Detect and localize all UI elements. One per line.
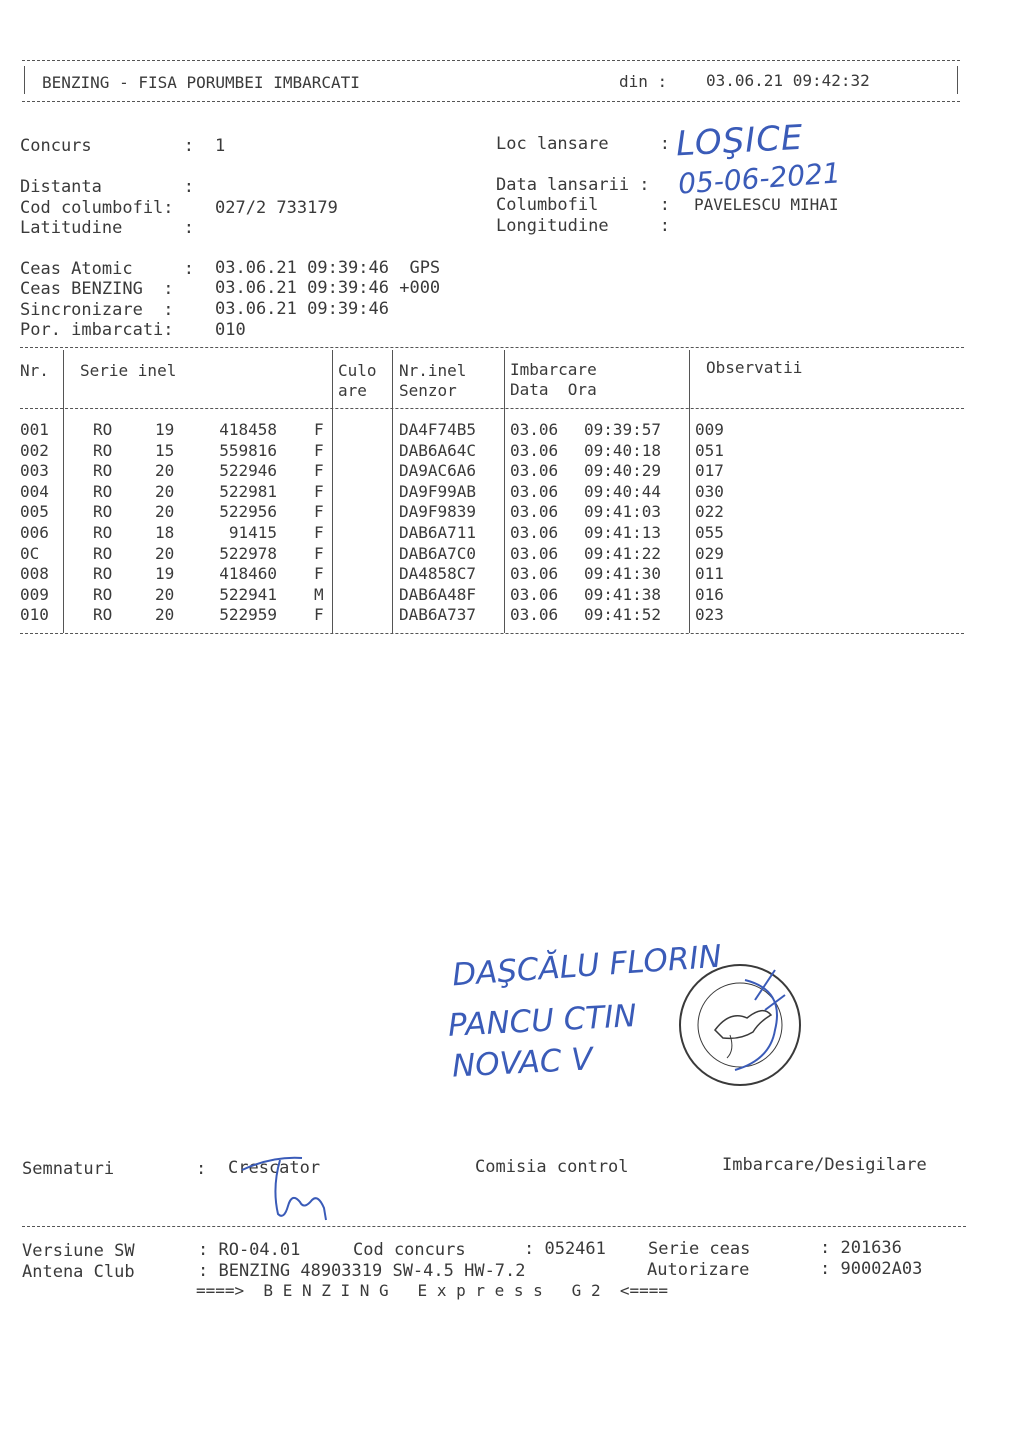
- cell-ora: 09:40:44: [584, 481, 662, 501]
- cell-ora: 09:41:30: [584, 564, 662, 584]
- latitudine-label: Latitudine :: [20, 218, 194, 238]
- din-label: din :: [619, 72, 668, 91]
- cell-senzor: DA4F74B5: [399, 420, 477, 439]
- cell-nr: 010: [20, 605, 49, 625]
- cell-obs: 023: [695, 605, 724, 625]
- cell-an: 19: [155, 564, 175, 584]
- cell-sex: F: [314, 502, 324, 522]
- cell-tara: RO: [93, 584, 113, 604]
- cell-tara: RO: [93, 543, 113, 563]
- col-header-nrinel-1: Nr.inel: [399, 361, 467, 380]
- cell-nr: 006: [20, 523, 49, 542]
- serie-ceas-value: : 201636: [820, 1238, 902, 1258]
- cell-inel: 522981: [219, 481, 277, 501]
- por-imbarcati-label: Por. imbarcati:: [20, 320, 174, 340]
- cell-tara: RO: [93, 523, 113, 542]
- cell-senzor: DAB6A711: [399, 523, 477, 542]
- table-row: [0, 461, 1024, 482]
- autorizare-value: : 90002A03: [820, 1259, 923, 1279]
- crescator-signature-icon: [232, 1148, 342, 1223]
- table-row: [0, 585, 1024, 606]
- cell-an: 20: [155, 543, 175, 563]
- cell-inel: 418460: [219, 564, 277, 584]
- col-header-imbarcare-1: Imbarcare: [510, 360, 597, 379]
- cell-an: 20: [155, 605, 175, 625]
- cell-senzor: DAB6A48F: [399, 584, 477, 604]
- din-value: 03.06.21 09:42:32: [706, 71, 870, 90]
- cell-nr: 004: [20, 481, 49, 501]
- benzing-express-banner: ====> B E N Z I N G E x p r e s s G 2 <====: [196, 1281, 669, 1300]
- cell-inel: 91415: [228, 523, 277, 542]
- footer-rule: [22, 1226, 966, 1227]
- cell-inel: 522978: [219, 543, 277, 563]
- cell-senzor: DAB6A737: [399, 605, 477, 625]
- cell-senzor: DAB6A7C0: [399, 543, 477, 563]
- por-imbarcati-value: 010: [215, 320, 246, 340]
- cell-data: 03.06: [510, 502, 559, 522]
- cell-inel: 559816: [219, 440, 277, 460]
- cell-obs: 009: [695, 420, 724, 439]
- col-header-culoare-2: are: [338, 381, 367, 400]
- distanta-label: Distanta :: [20, 177, 194, 197]
- semnaturi-colon: :: [196, 1159, 207, 1179]
- handwritten-name-3: NOVAC V: [451, 1041, 594, 1085]
- table-row: [0, 441, 1024, 462]
- cell-inel: 522959: [219, 605, 277, 625]
- cell-an: 15: [155, 440, 175, 460]
- columbofil-label: Columbofil :: [496, 195, 670, 215]
- cod-columbofil-label: Cod columbofil:: [20, 198, 174, 218]
- col-header-observatii: Observatii: [706, 358, 803, 377]
- versiune-sw-label: Versiune SW: [22, 1241, 135, 1261]
- cell-sex: M: [314, 584, 324, 604]
- versiune-sw-value: : RO-04.01: [198, 1240, 301, 1260]
- cell-sex: F: [314, 523, 324, 542]
- cell-tara: RO: [93, 605, 113, 625]
- col-header-serie: Serie inel: [80, 361, 177, 380]
- cell-tara: RO: [93, 564, 113, 584]
- cell-tara: RO: [93, 502, 113, 522]
- cell-data: 03.06: [510, 523, 559, 542]
- cell-an: 20: [155, 584, 175, 604]
- data-lansarii-handwritten: 05-06-2021: [677, 156, 842, 201]
- semnaturi-label: Semnaturi: [22, 1159, 115, 1179]
- cell-senzor: DAB6A64C: [399, 440, 477, 460]
- header-top-rule: [22, 60, 960, 61]
- table-row: [0, 482, 1024, 503]
- col-header-imbarcare-2: Data Ora: [510, 380, 597, 399]
- cell-obs: 011: [695, 564, 724, 584]
- cod-concurs-label: Cod concurs: [353, 1240, 466, 1260]
- cell-ora: 09:39:57: [584, 420, 662, 439]
- cell-ora: 09:41:13: [584, 523, 662, 542]
- cell-nr: 008: [20, 564, 49, 584]
- cell-an: 19: [155, 420, 175, 439]
- cell-obs: 029: [695, 543, 724, 563]
- cell-sex: F: [314, 543, 324, 563]
- cell-ora: 09:40:29: [584, 461, 662, 481]
- cell-an: 20: [155, 481, 175, 501]
- cell-sex: F: [314, 564, 324, 584]
- table-bottom-rule: [20, 633, 964, 634]
- cell-tara: RO: [93, 481, 113, 501]
- cell-inel: 522956: [219, 502, 277, 522]
- cell-data: 03.06: [510, 584, 559, 604]
- cod-columbofil-value: 027/2 733179: [215, 198, 338, 218]
- cell-an: 20: [155, 461, 175, 481]
- loc-lansare-label: Loc lansare :: [496, 134, 670, 154]
- sincronizare-label: Sincronizare :: [20, 300, 174, 320]
- crescator-label: Crescator: [228, 1158, 321, 1178]
- document-title: BENZING - FISA PORUMBEI IMBARCATI: [42, 73, 360, 92]
- cell-ora: 09:41:22: [584, 543, 662, 563]
- serie-ceas-label: Serie ceas: [648, 1239, 751, 1259]
- table-header-rule: [20, 408, 964, 409]
- cell-inel: 522941: [219, 584, 277, 604]
- cell-ora: 09:41:38: [584, 584, 662, 604]
- ceas-atomic-label: Ceas Atomic :: [20, 259, 194, 279]
- cell-nr: 002: [20, 440, 49, 460]
- cell-ora: 09:40:18: [584, 440, 662, 460]
- ceas-benzing-label: Ceas BENZING :: [20, 279, 174, 299]
- data-lansarii-label: Data lansarii :: [496, 175, 650, 195]
- table-row: [0, 502, 1024, 523]
- ceas-benzing-value: 03.06.21 09:39:46 +000: [215, 278, 441, 298]
- imbarcare-desigilare-label: Imbarcare/Desigilare: [722, 1155, 927, 1175]
- header-left-bar: [24, 66, 25, 94]
- cell-an: 20: [155, 502, 175, 522]
- columbofil-value: PAVELESCU MIHAI: [694, 195, 839, 214]
- ceas-atomic-value: 03.06.21 09:39:46 GPS: [215, 258, 441, 278]
- table-top-rule: [20, 347, 964, 348]
- cell-ora: 09:41:52: [584, 605, 662, 625]
- cell-ora: 09:41:03: [584, 502, 662, 522]
- cell-senzor: DA9F9839: [399, 502, 477, 522]
- cell-nr: 005: [20, 502, 49, 522]
- cell-obs: 030: [695, 481, 724, 501]
- table-row: [0, 544, 1024, 565]
- table-row: [0, 523, 1024, 544]
- cell-nr: 0C: [20, 543, 40, 563]
- club-stamp-icon: [675, 960, 805, 1090]
- handwritten-name-2: PANCU CTIN: [447, 998, 638, 1044]
- cell-inel: 522946: [219, 461, 277, 481]
- cell-obs: 016: [695, 584, 724, 604]
- concurs-value: 1: [215, 136, 226, 156]
- cell-data: 03.06: [510, 543, 559, 563]
- cell-nr: 001: [20, 420, 49, 439]
- cell-sex: F: [314, 440, 324, 460]
- cell-nr: 003: [20, 461, 49, 481]
- antena-club-value: : BENZING 48903319 SW-4.5 HW-7.2: [198, 1261, 526, 1281]
- cell-tara: RO: [93, 440, 113, 460]
- header-right-bar: [957, 66, 958, 94]
- col-header-culoare-1: Culo: [338, 361, 377, 380]
- cod-concurs-value: : 052461: [524, 1239, 606, 1259]
- cell-tara: RO: [93, 461, 113, 481]
- cell-data: 03.06: [510, 420, 559, 439]
- cell-sex: F: [314, 605, 324, 625]
- cell-sex: F: [314, 481, 324, 501]
- handwritten-name-1: DAŞCĂLU FLORIN: [451, 938, 723, 994]
- col-header-nr: Nr.: [20, 361, 49, 380]
- cell-data: 03.06: [510, 461, 559, 481]
- cell-obs: 017: [695, 461, 724, 481]
- cell-inel: 418458: [219, 420, 277, 439]
- loc-lansare-handwritten: LOŞICE: [675, 117, 805, 165]
- cell-obs: 055: [695, 523, 724, 542]
- cell-data: 03.06: [510, 440, 559, 460]
- longitudine-label: Longitudine :: [496, 216, 670, 236]
- cell-senzor: DA9F99AB: [399, 481, 477, 501]
- autorizare-label: Autorizare: [647, 1260, 750, 1280]
- cell-nr: 009: [20, 584, 49, 604]
- cell-obs: 051: [695, 440, 724, 460]
- cell-sex: F: [314, 461, 324, 481]
- sincronizare-value: 03.06.21 09:39:46: [215, 299, 389, 319]
- cell-tara: RO: [93, 420, 113, 439]
- antena-club-label: Antena Club: [22, 1262, 135, 1282]
- header-bottom-rule: [22, 101, 960, 102]
- comisia-control-label: Comisia control: [475, 1157, 629, 1177]
- cell-data: 03.06: [510, 481, 559, 501]
- cell-senzor: DA4858C7: [399, 564, 477, 584]
- cell-senzor: DA9AC6A6: [399, 461, 477, 481]
- cell-sex: F: [314, 420, 324, 439]
- cell-obs: 022: [695, 502, 724, 522]
- table-row: [0, 564, 1024, 585]
- cell-an: 18: [155, 523, 175, 542]
- col-header-nrinel-2: Senzor: [399, 381, 457, 400]
- cell-data: 03.06: [510, 605, 559, 625]
- cell-data: 03.06: [510, 564, 559, 584]
- concurs-label: Concurs :: [20, 136, 194, 156]
- table-row: [0, 605, 1024, 626]
- table-row: [0, 420, 1024, 441]
